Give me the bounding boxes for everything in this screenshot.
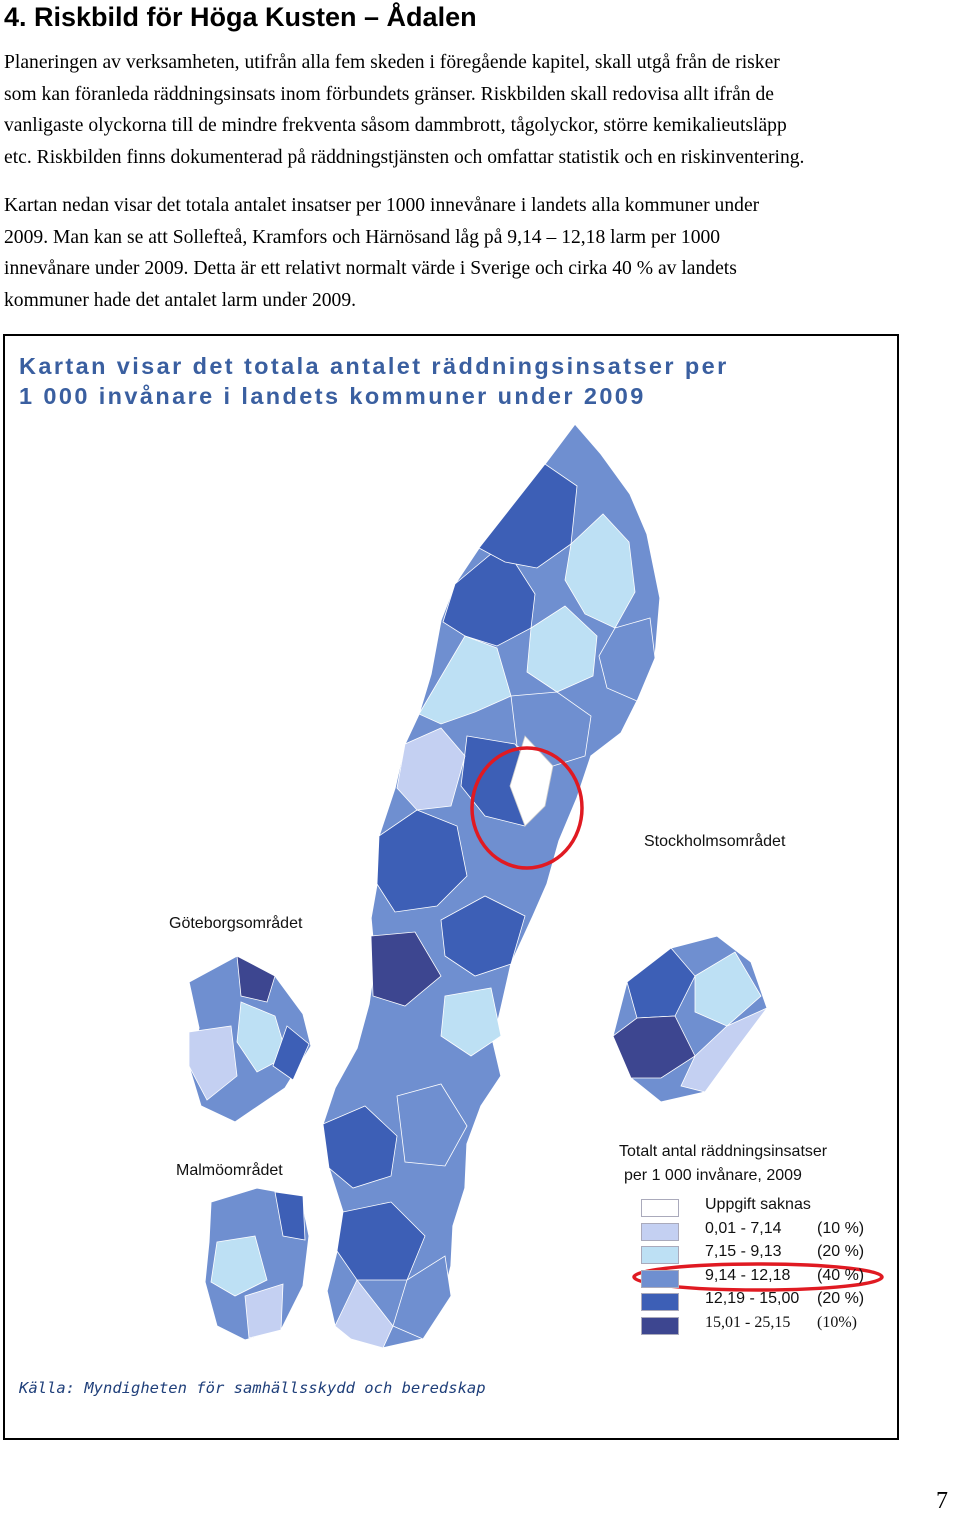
legend-range: 12,19 - 15,00 [705,1290,800,1307]
legend-range: 9,14 - 12,18 [705,1266,791,1284]
legend-title-line: per 1 000 invånare, 2009 [624,1167,802,1184]
page-heading: 4. Riskbild för Höga Kusten – Ådalen [4,2,477,32]
paragraph-line: som kan föranleda räddningsinsats inom förbundets gränser. Riskbilden skall redovisa allt ifrån de [4,83,774,105]
legend-share: (20 %) [817,1243,865,1260]
figure-title-line: 1 000 invånare i landets kommuner under 2009 [19,383,646,409]
stockholm-inset [613,936,767,1102]
page-number: 7 [936,1488,948,1514]
goteborg-inset [189,956,311,1122]
paragraph-line: innevånare under 2009. Detta är ett relativt normalt värde i Sverige och cirka 40 % av landets [4,258,737,279]
legend-swatch [641,1246,679,1264]
legend-share: (20 %) [817,1290,865,1307]
legend-range: 15,01 - 25,15 [705,1313,791,1331]
paragraph-line: Kartan nedan visar det totala antalet insatser per 1000 innevånare i landets alla kommuner under [4,195,760,216]
legend-range: Uppgift saknas [705,1196,811,1213]
stockholm-label: Stockholmsområdet [644,833,786,850]
legend-swatch [641,1317,679,1335]
legend-range: 7,15 - 9,13 [705,1243,782,1260]
legend-title [619,1140,899,1188]
paragraph-line: vanligaste olyckorna till de mindre frekventa såsom dammbrott, tågolyckor, större kemikalieutsläpp [4,115,787,136]
legend-item [641,1314,891,1338]
legend-item [641,1220,891,1244]
paragraph-line: Planeringen av verksamheten, utifrån alla fem skeden i föregående kapitel, skall utgå från de risker [4,52,780,73]
legend-item [641,1243,891,1267]
goteborg-label: Göteborgsområdet [169,915,303,932]
legend-share: (10%) [817,1313,857,1331]
legend-swatch [641,1293,679,1311]
legend-share: (40 %) [817,1266,865,1284]
paragraph-line: 2009. Man kan se att Sollefteå, Kramfors och Härnösand låg på 9,14 – 12,18 larm per 1000 [4,226,721,248]
malmo-inset [205,1188,309,1340]
sweden-map-outline [323,424,660,1348]
malmo-label: Malmöområdet [176,1162,283,1179]
map-description-paragraph [4,190,954,316]
legend-swatch [641,1270,679,1288]
legend-item [641,1290,891,1314]
legend-title-line: Totalt antal räddningsinsatser [619,1143,828,1160]
legend-item [641,1267,891,1291]
legend [641,1196,891,1337]
legend-swatch [641,1199,679,1217]
legend-swatch [641,1223,679,1241]
legend-share: (10 %) [817,1219,865,1237]
legend-range: 0,01 - 7,14 [705,1219,782,1237]
paragraph-line: etc. Riskbilden finns dokumenterad på räddningstjänsten och omfattar statistik och en riskinventering. [4,146,805,168]
source-note: Källa: Myndigheten för samhällsskydd och beredskap [19,1379,486,1397]
map-figure [3,334,899,1440]
legend-item [641,1196,891,1220]
intro-paragraph [4,47,954,173]
figure-title-line: Kartan visar det totala antalet räddningsinsatser per [19,353,729,379]
paragraph-line: kommuner hade det antalet larm under 2009. [4,289,357,311]
